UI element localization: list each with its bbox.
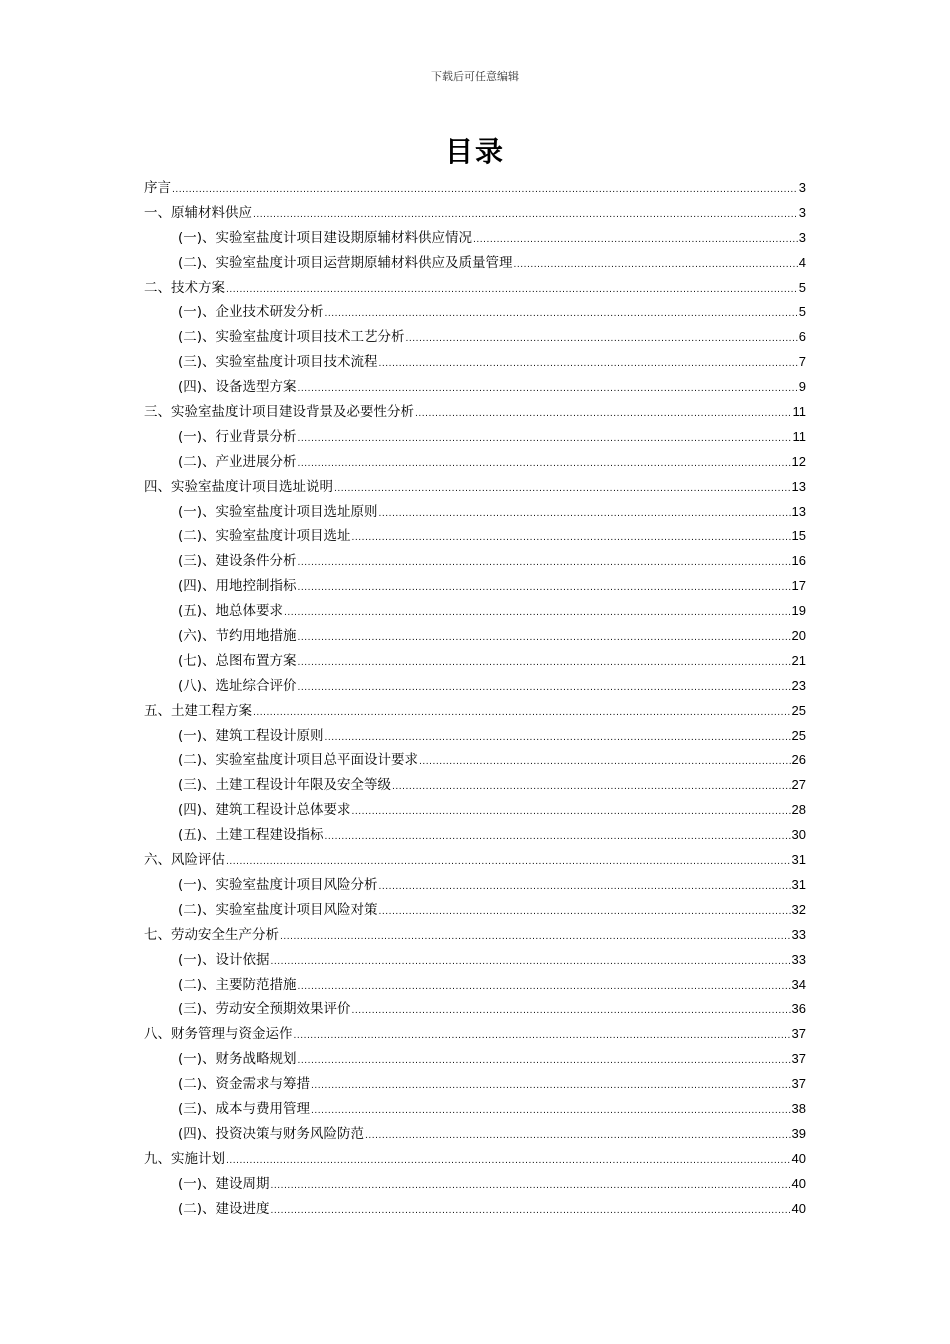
toc-entry-text: (二)、实验室盐度计项目运营期原辅材料供应及质量管理 xyxy=(178,254,513,271)
toc-dot-leader xyxy=(514,253,798,278)
toc-entry-text: (二)、资金需求与筹措 xyxy=(178,1076,311,1093)
toc-page-number: 26 xyxy=(791,752,806,768)
toc-dot-leader xyxy=(298,377,798,402)
toc-title: 目录 xyxy=(444,135,505,168)
toc-dot-leader xyxy=(294,1024,791,1049)
toc-dot-leader xyxy=(325,302,798,327)
toc-entry-text: (一)、建筑工程设计原则 xyxy=(178,727,324,744)
toc-dot-leader xyxy=(298,626,791,651)
header-note: 下载后可任意编辑 xyxy=(431,70,519,83)
toc-dot-leader xyxy=(352,800,791,825)
toc-entry[interactable] xyxy=(144,226,806,251)
toc-entry-text: (三)、实验室盐度计项目技术流程 xyxy=(178,354,378,371)
toc-page-number: 32 xyxy=(791,901,806,917)
toc-entry[interactable] xyxy=(144,574,806,599)
toc-page-number: 16 xyxy=(791,553,806,569)
toc-entry-text: (八)、选址综合评价 xyxy=(178,677,297,694)
toc-dot-leader xyxy=(415,402,792,427)
toc-entry-text: 二、技术方案 xyxy=(144,279,225,296)
toc-entry[interactable] xyxy=(144,649,806,674)
toc-page-number: 5 xyxy=(798,304,806,320)
toc-entry[interactable] xyxy=(144,300,806,325)
toc-page-number: 37 xyxy=(791,1076,806,1092)
toc-page-number: 11 xyxy=(792,428,806,444)
toc-entry-text: 六、风险评估 xyxy=(144,852,225,869)
toc-dot-leader xyxy=(298,576,791,601)
toc-entry[interactable] xyxy=(144,1172,806,1197)
toc-page-number: 13 xyxy=(791,478,806,494)
toc-dot-leader xyxy=(298,452,791,477)
toc-entry-text: (一)、行业背景分析 xyxy=(178,428,297,445)
toc-page-number: 12 xyxy=(791,453,806,469)
toc-entry[interactable] xyxy=(144,524,806,549)
toc-dot-leader xyxy=(226,850,791,875)
toc-entry-text: (一)、实验室盐度计项目建设期原辅材料供应情况 xyxy=(178,229,473,246)
toc-entry[interactable] xyxy=(144,1122,806,1147)
toc-page-number: 30 xyxy=(791,827,806,843)
toc-entry-text: (五)、土建工程建设指标 xyxy=(178,827,324,844)
toc-entry-text: 五、土建工程方案 xyxy=(144,702,252,719)
toc-page-number: 5 xyxy=(798,279,806,295)
toc-dot-leader xyxy=(419,750,790,775)
toc-page-number: 37 xyxy=(791,1026,806,1042)
toc-entry[interactable] xyxy=(144,599,806,624)
toc-entry[interactable] xyxy=(144,773,806,798)
toc-page-number: 20 xyxy=(791,628,806,644)
toc-page-number: 25 xyxy=(791,727,806,743)
toc-dot-leader xyxy=(253,701,791,726)
toc-entry[interactable] xyxy=(144,724,806,749)
toc-page-number: 13 xyxy=(791,503,806,519)
toc-page-number: 25 xyxy=(791,702,806,718)
toc-entry[interactable] xyxy=(144,948,806,973)
toc-page-number: 23 xyxy=(791,677,806,693)
toc-entry-text: (五)、地总体要求 xyxy=(178,603,284,620)
toc-entry[interactable] xyxy=(144,251,806,276)
table-of-contents xyxy=(144,176,806,1221)
toc-entry[interactable] xyxy=(144,898,806,923)
toc-entry[interactable] xyxy=(144,400,806,425)
toc-page-number: 40 xyxy=(791,1150,806,1166)
toc-page-number: 9 xyxy=(798,379,806,395)
toc-entry[interactable] xyxy=(144,375,806,400)
toc-entry-text: (二)、实验室盐度计项目风险对策 xyxy=(178,901,378,918)
toc-entry[interactable] xyxy=(144,425,806,450)
toc-entry[interactable] xyxy=(144,350,806,375)
toc-page-number: 19 xyxy=(791,603,806,619)
toc-entry[interactable] xyxy=(144,500,806,525)
toc-entry[interactable] xyxy=(144,176,806,201)
toc-page-number: 3 xyxy=(798,229,806,245)
toc-page-number: 31 xyxy=(791,852,806,868)
toc-entry[interactable] xyxy=(144,201,806,226)
toc-entry-text: (一)、实验室盐度计项目风险分析 xyxy=(178,876,378,893)
toc-dot-leader xyxy=(284,601,790,626)
toc-dot-leader xyxy=(298,676,791,701)
toc-page-number: 15 xyxy=(791,528,806,544)
toc-dot-leader xyxy=(226,278,798,303)
toc-entry-text: (二)、实验室盐度计项目总平面设计要求 xyxy=(178,752,419,769)
toc-dot-leader xyxy=(365,1124,790,1149)
toc-page-number: 38 xyxy=(791,1100,806,1116)
toc-page-number: 40 xyxy=(791,1200,806,1216)
toc-page-number: 31 xyxy=(791,876,806,892)
toc-dot-leader xyxy=(298,651,791,676)
toc-entry[interactable] xyxy=(144,475,806,500)
toc-entry-text: (二)、实验室盐度计项目技术工艺分析 xyxy=(178,329,405,346)
toc-entry-text: (七)、总图布置方案 xyxy=(178,652,297,669)
toc-dot-leader xyxy=(334,477,791,502)
toc-entry-text: (二)、主要防范措施 xyxy=(178,976,297,993)
toc-entry[interactable] xyxy=(144,823,806,848)
toc-page-number: 28 xyxy=(791,802,806,818)
toc-dot-leader xyxy=(311,1074,790,1099)
toc-dot-leader xyxy=(280,925,791,950)
toc-entry-text: 序言 xyxy=(144,180,171,196)
toc-entry-text: 八、财务管理与资金运作 xyxy=(144,1026,293,1043)
toc-entry-text: (二)、产业进展分析 xyxy=(178,453,297,470)
toc-entry-text: (二)、建设进度 xyxy=(178,1200,270,1217)
toc-dot-leader xyxy=(406,327,798,352)
toc-dot-leader xyxy=(352,526,791,551)
toc-dot-leader xyxy=(311,1099,790,1124)
toc-dot-leader xyxy=(298,427,792,452)
toc-entry[interactable] xyxy=(144,973,806,998)
toc-dot-leader xyxy=(226,1149,791,1174)
toc-dot-leader xyxy=(298,975,791,1000)
toc-page-number: 34 xyxy=(791,976,806,992)
toc-entry[interactable] xyxy=(144,748,806,773)
toc-dot-leader xyxy=(392,775,790,800)
toc-entry[interactable] xyxy=(144,325,806,350)
toc-entry-text: 九、实施计划 xyxy=(144,1150,225,1167)
toc-entry-text: 四、实验室盐度计项目选址说明 xyxy=(144,478,333,495)
toc-entry[interactable] xyxy=(144,923,806,948)
toc-page-number: 33 xyxy=(791,926,806,942)
toc-dot-leader xyxy=(172,178,798,203)
toc-entry[interactable] xyxy=(144,450,806,475)
toc-entry-text: 一、原辅材料供应 xyxy=(144,204,252,221)
toc-dot-leader xyxy=(379,875,791,900)
toc-entry[interactable] xyxy=(144,1197,806,1222)
toc-entry[interactable] xyxy=(144,873,806,898)
toc-page-number: 39 xyxy=(791,1125,806,1141)
toc-entry[interactable] xyxy=(144,1022,806,1047)
toc-page-number: 37 xyxy=(791,1051,806,1067)
toc-entry[interactable] xyxy=(144,1097,806,1122)
toc-dot-leader xyxy=(325,825,791,850)
toc-dot-leader xyxy=(379,352,798,377)
toc-entry-text: (三)、土建工程设计年限及安全等级 xyxy=(178,777,392,794)
toc-dot-leader xyxy=(325,726,791,751)
toc-entry-text: 七、劳动安全生产分析 xyxy=(144,926,279,943)
toc-dot-leader xyxy=(473,228,798,253)
toc-page-number: 33 xyxy=(791,951,806,967)
toc-entry[interactable] xyxy=(144,1147,806,1172)
toc-page-number: 40 xyxy=(791,1175,806,1191)
toc-dot-leader xyxy=(352,999,791,1024)
toc-entry[interactable] xyxy=(144,1072,806,1097)
toc-entry-text: (三)、劳动安全预期效果评价 xyxy=(178,1001,351,1018)
toc-entry-text: (一)、设计依据 xyxy=(178,951,270,968)
toc-page-number: 4 xyxy=(798,254,806,270)
toc-dot-leader xyxy=(298,1049,791,1074)
toc-dot-leader xyxy=(298,551,791,576)
toc-entry-text: (一)、建设周期 xyxy=(178,1175,270,1192)
toc-page-number: 3 xyxy=(798,180,806,195)
toc-entry[interactable] xyxy=(144,848,806,873)
toc-entry-text: (六)、节约用地措施 xyxy=(178,628,297,645)
toc-entry-text: (一)、企业技术研发分析 xyxy=(178,304,324,321)
toc-entry[interactable] xyxy=(144,549,806,574)
toc-page-number: 36 xyxy=(791,1001,806,1017)
toc-dot-leader xyxy=(271,1199,791,1224)
toc-entry-text: (二)、实验室盐度计项目选址 xyxy=(178,528,351,545)
toc-entry[interactable] xyxy=(144,1047,806,1072)
toc-entry-text: (三)、成本与费用管理 xyxy=(178,1100,311,1117)
toc-page-number: 6 xyxy=(798,329,806,345)
toc-entry[interactable] xyxy=(144,276,806,301)
toc-entry-text: (一)、财务战略规划 xyxy=(178,1051,297,1068)
toc-entry-text: (一)、实验室盐度计项目选址原则 xyxy=(178,503,378,520)
toc-dot-leader xyxy=(379,502,791,527)
toc-entry[interactable] xyxy=(144,798,806,823)
toc-entry-text: (四)、用地控制指标 xyxy=(178,578,297,595)
toc-entry-text: (四)、建筑工程设计总体要求 xyxy=(178,802,351,819)
toc-entry-text: (四)、投资决策与财务风险防范 xyxy=(178,1125,365,1142)
toc-dot-leader xyxy=(253,203,798,228)
toc-entry[interactable] xyxy=(144,624,806,649)
toc-page-number: 11 xyxy=(792,404,806,420)
toc-dot-leader xyxy=(379,900,791,925)
toc-entry[interactable] xyxy=(144,674,806,699)
toc-page-number: 27 xyxy=(791,777,806,793)
toc-entry-text: (四)、设备选型方案 xyxy=(178,379,297,396)
toc-page-number: 17 xyxy=(791,578,806,594)
toc-entry-text: (三)、建设条件分析 xyxy=(178,553,297,570)
toc-entry-text: 三、实验室盐度计项目建设背景及必要性分析 xyxy=(144,404,414,421)
toc-entry[interactable] xyxy=(144,997,806,1022)
toc-entry[interactable] xyxy=(144,699,806,724)
toc-page-number: 21 xyxy=(791,652,806,668)
toc-dot-leader xyxy=(271,1174,791,1199)
toc-dot-leader xyxy=(271,950,791,975)
toc-page-number: 7 xyxy=(798,354,806,370)
toc-page-number: 3 xyxy=(798,204,806,220)
